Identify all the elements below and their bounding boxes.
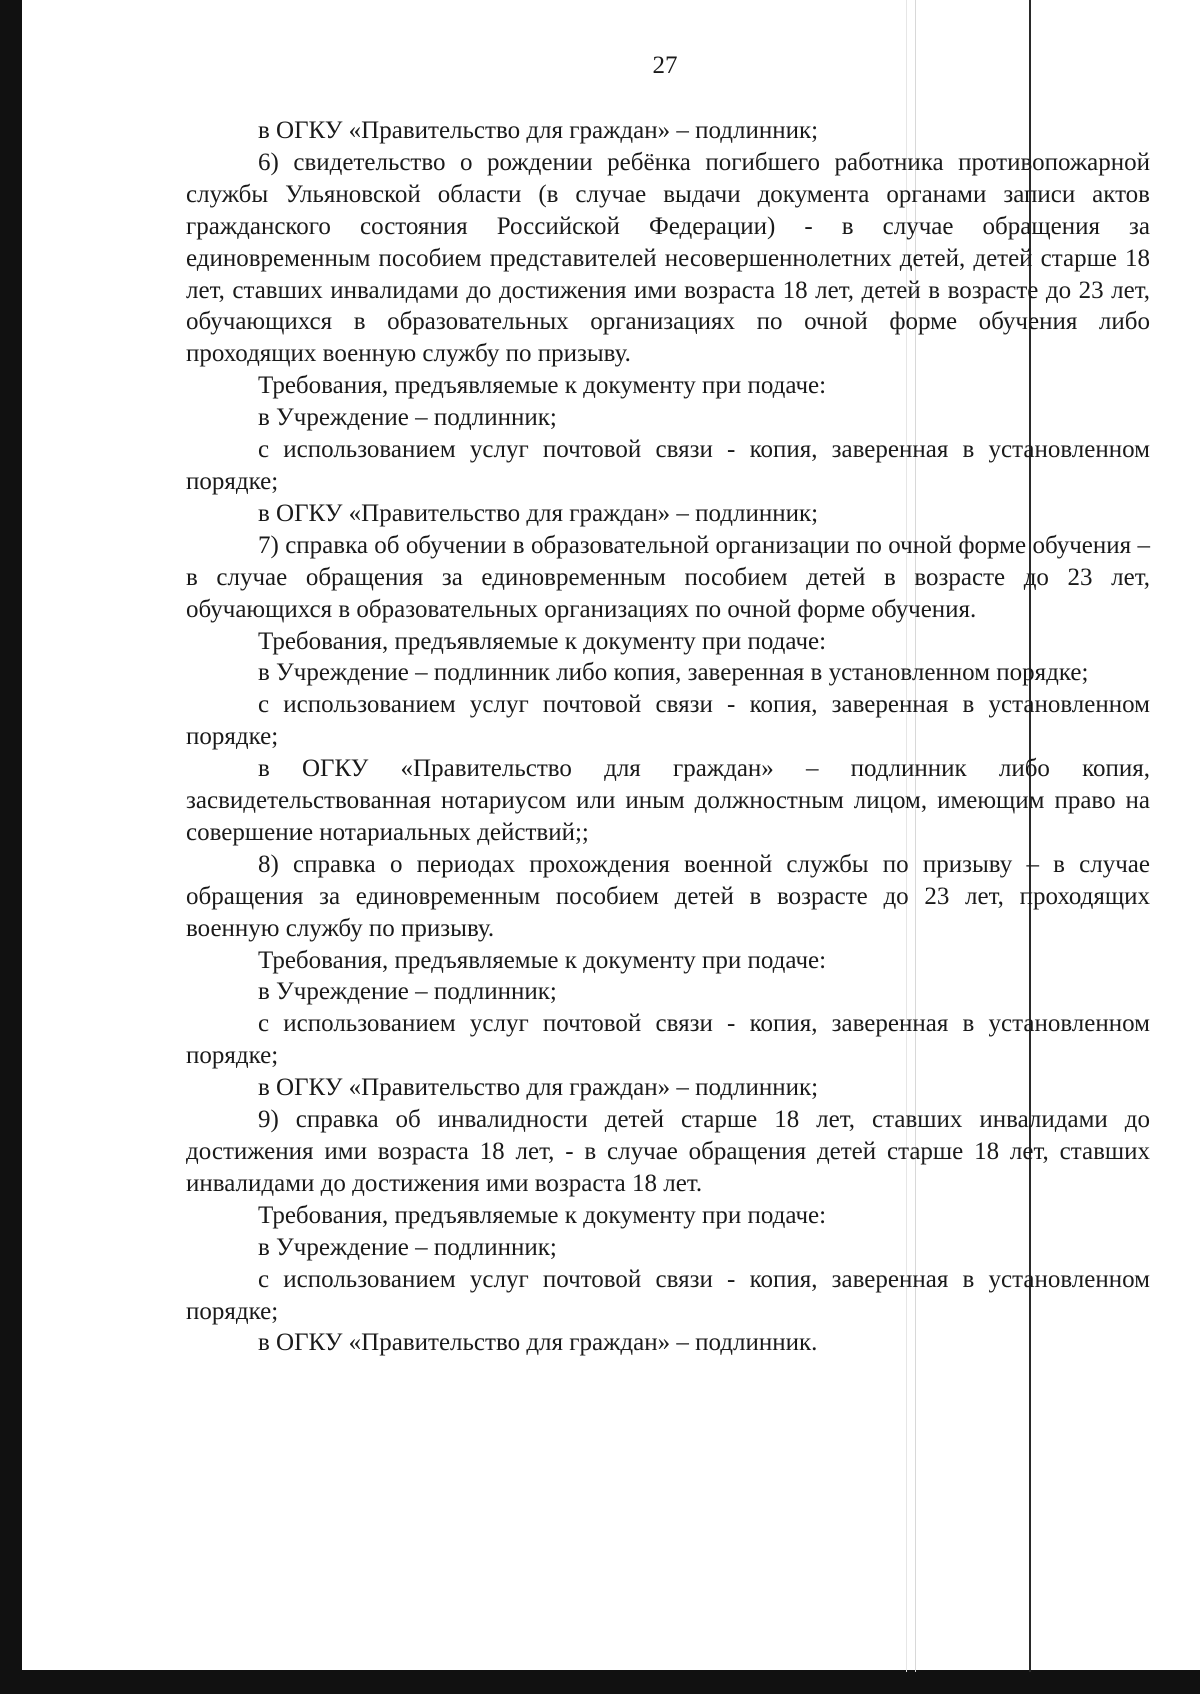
paragraph: 6) свидетельство о рождении ребёнка погибшего работника противопожарной службы Ульяновской области (в случае выдачи документа органами записи актов гражданского состояния Российской Федерации) - в случае обращения за единовременным пособием представителей несовершеннолетних детей, детей старше 18 лет, ставших инвалидами до достижения ими возраста 18 лет, детей в возрасте до 23 лет, обучающихся в образовательных организациях по очной форме обучения либо проходящих военную службу по призыву. — [186, 148, 1150, 368]
paragraph: 8) справка о периодах прохождения военной службы по призыву – в случае обращения за единовременным пособием детей в возрасте до 23 лет, проходящих военную службу по призыву. — [186, 850, 1150, 942]
paragraph: с использованием услуг почтовой связи - копия, заверенная в установленном порядке; — [186, 436, 1150, 495]
scan-border-left — [0, 0, 22, 1694]
paragraph: в ОГКУ «Правительство для граждан» – подлинник; — [258, 499, 819, 527]
paragraph: с использованием услуг почтовой связи - копия, заверенная в установленном порядке; — [186, 1265, 1150, 1325]
paragraph: с использованием услуг почтовой связи - копия, заверенная в установленном порядке; — [186, 1010, 1150, 1070]
paragraph: Требования, предъявляемые к документу при подаче: — [258, 946, 827, 974]
paragraph: в ОГКУ «Правительство для граждан» – подлинник; — [258, 117, 819, 144]
paragraph: Требования, предъявляемые к документу при подаче: — [258, 372, 827, 400]
paragraph: в ОГКУ «Правительство для граждан» – подлинник. — [258, 1329, 818, 1357]
paragraph: 7) справка об обучении в образовательной организации по очной форме обучения – в случае обращения за единовременным пособием детей в возрасте до 23 лет, обучающихся в образовательных организациях по очной форме обучения. — [186, 531, 1150, 623]
paragraph: в Учреждение – подлинник; — [258, 404, 557, 432]
page-number: 27 — [652, 52, 678, 79]
paragraph: в ОГКУ «Правительство для граждан» – подлинник либо копия, засвидетельствованная нотариусом или иным должностным лицом, имеющим право на совершение нотариальных действий;; — [186, 755, 1150, 846]
scan-border-bottom — [0, 1670, 1200, 1694]
paragraph: в Учреждение – подлинник; — [258, 1233, 557, 1261]
paragraph: в Учреждение – подлинник; — [258, 978, 557, 1006]
paragraph: Требования, предъявляемые к документу при подаче: — [258, 627, 827, 655]
paragraph: в ОГКУ «Правительство для граждан» – подлинник; — [258, 1074, 819, 1102]
paragraph: с использованием услуг почтовой связи - копия, заверенная в установленном порядке; — [186, 691, 1150, 751]
document-body — [186, 115, 1150, 1359]
paragraph: Требования, предъявляемые к документу при подаче: — [258, 1201, 827, 1229]
paragraph: 9) справка об инвалидности детей старше 18 лет, ставших инвалидами до достижения ими возраста 18 лет, - в случае обращения детей старше 18 лет, ставших инвалидами до достижения ими возраста 18 лет. — [186, 1106, 1150, 1197]
paragraph: в Учреждение – подлинник либо копия, заверенная в установленном порядке; — [258, 659, 1089, 687]
